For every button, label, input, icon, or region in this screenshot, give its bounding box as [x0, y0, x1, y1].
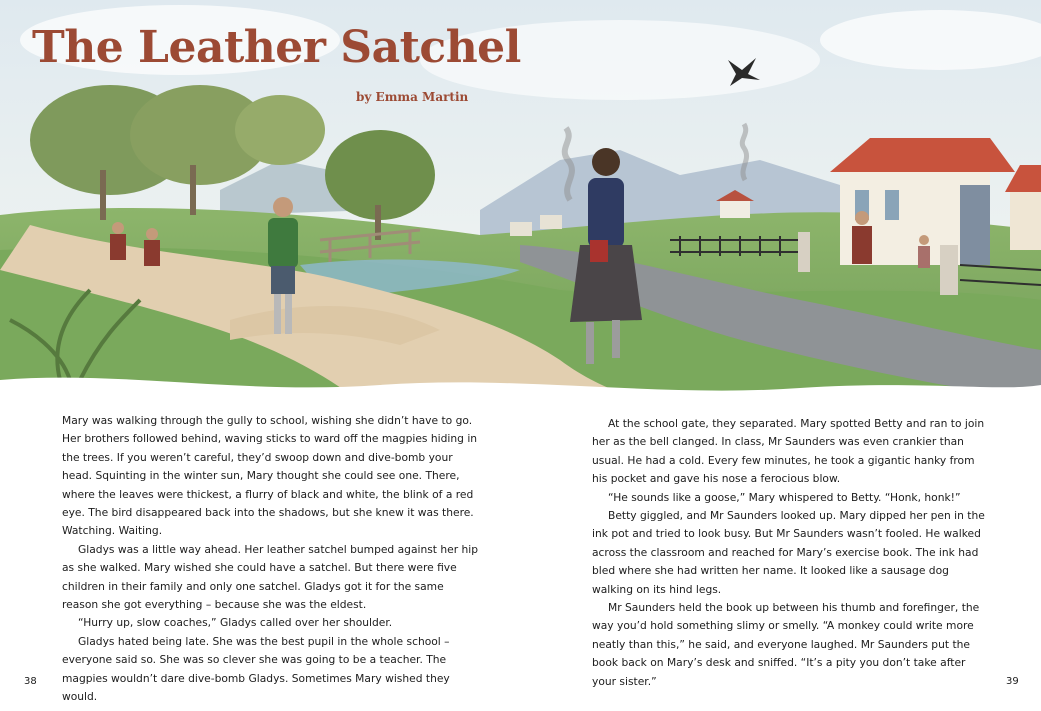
paragraph: “He sounds like a goose,” Mary whispered to Betty. “Honk, honk!”	[608, 490, 961, 504]
right-text-column	[592, 415, 990, 691]
paragraph: “Hurry up, slow coaches,” Gladys called over her shoulder.	[78, 616, 393, 630]
byline: by Emma Martin	[356, 90, 469, 104]
page-number-right: 39	[1006, 676, 1019, 687]
paragraph: Gladys was a little way ahead. Her leather satchel bumped against her hip as she walked. Mary wished she could have a satchel. But there were five children in their family and only one satchel. Gladys got it for the same reason she got everything – because she was the eldest.	[62, 542, 479, 612]
paragraph: Mr Saunders held the book up between his thumb and forefinger, the way you’d hold something slimy or smelly. “A monkey could write more neatly than this,” he said, and everyone laughed. Mr Saunders put the book back on Mary’s desk and sniffed. “It’s a pity you don’t take after your sister.”	[592, 601, 980, 688]
paragraph: At the school gate, they separated. Mary spotted Betty and ran to join her as the bell clanged. In class, Mr Saunders was even crankier than usual. He had a cold. Every few minutes, he took a gigantic hanky from his pocket and gave his nose a ferocious blow.	[592, 417, 985, 486]
story-title: The Leather Satchel	[32, 22, 521, 73]
paragraph: Mary was walking through the gully to school, wishing she didn’t have to go. Her brothers followed behind, waving sticks to ward off the magpies hiding in the trees. If you weren’t careful, they’d swoop down and dive-bomb your head. Squinting in the winter sun, Mary thought she could see one. There, where the leaves were thickest, a flurry of black and white, the blink of a red eye. The bird disappeared back into the shadows, but she knew it was there. Watching. Waiting.	[62, 414, 478, 538]
paragraph: Gladys hated being late. She was the best pupil in the whole school – everyone said so. She was so clever she was going to be a teacher. The magpies wouldn’t dare dive-bomb Gladys. Sometimes Mary wished they would.	[62, 634, 450, 704]
paragraph: Betty giggled, and Mr Saunders looked up. Mary dipped her pen in the ink pot and tried to look busy. But Mr Saunders wasn’t fooled. He walked across the classroom and reached for Mary’s exercise book. The ink had bled where she had written her name. It looked like a sausage dog walking on its hind legs.	[592, 509, 985, 596]
page-number-left: 38	[24, 676, 37, 687]
left-text-column	[62, 412, 480, 707]
